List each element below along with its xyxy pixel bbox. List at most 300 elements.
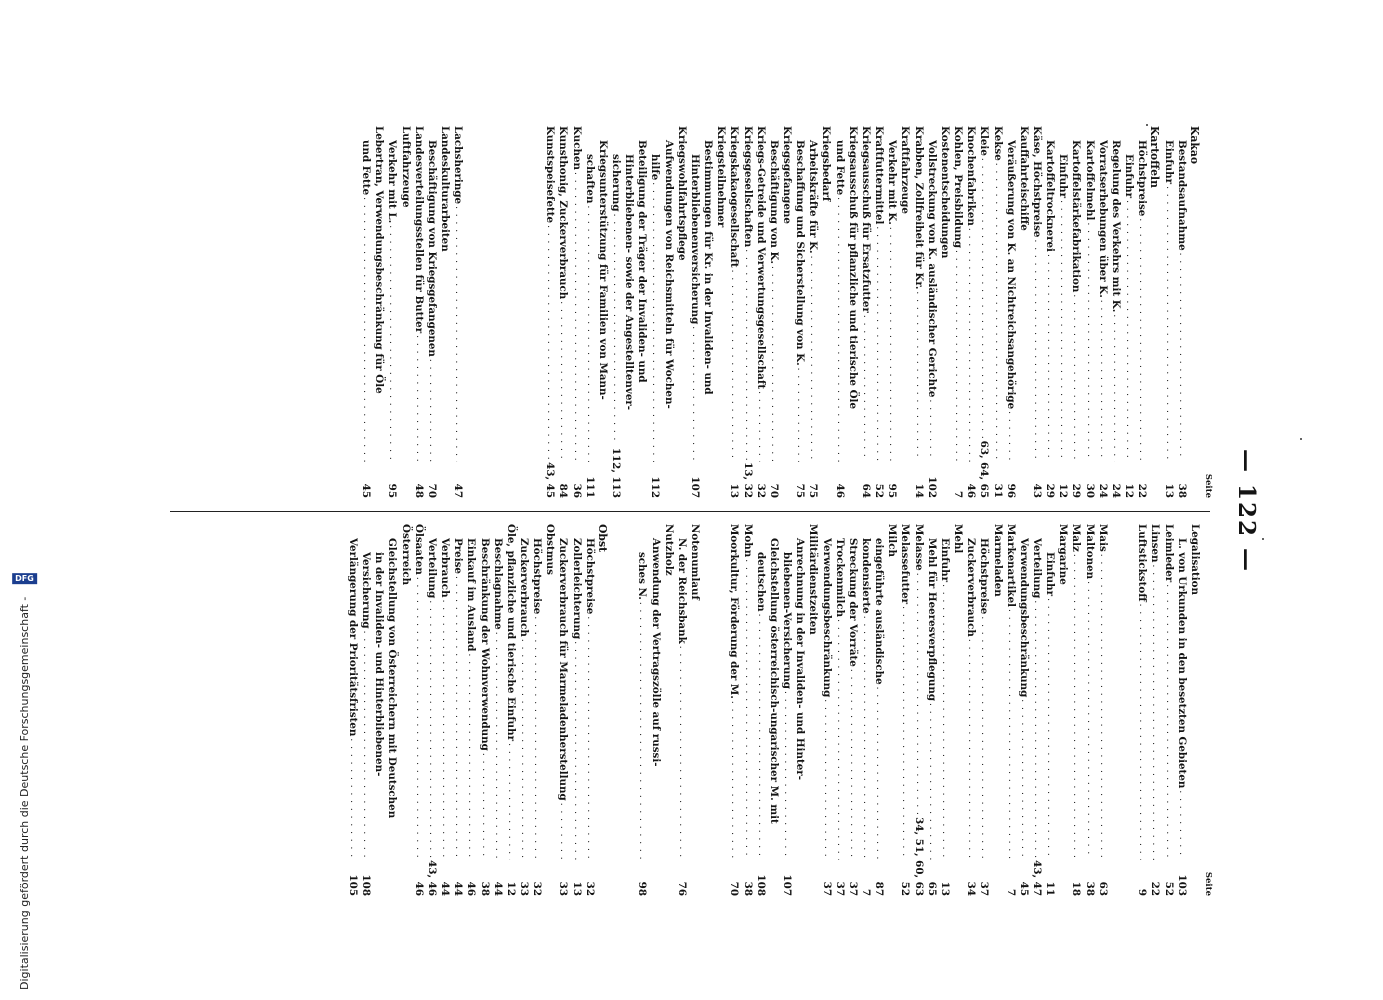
index-entry xyxy=(1161,524,1174,896)
index-page-ref: 105 xyxy=(346,874,359,896)
index-term: Kunsthonig, Zuckerverbrauch xyxy=(557,126,570,300)
dot-leader xyxy=(412,335,425,462)
index-term: bliebenen-Versicherung xyxy=(781,552,794,690)
index-entry xyxy=(951,524,964,896)
index-page-ref: 52 xyxy=(873,483,886,498)
index-term: Kuchen xyxy=(570,126,583,171)
index-entry xyxy=(556,126,569,498)
index-entry xyxy=(504,524,517,896)
index-page-ref: 46 xyxy=(833,483,846,498)
index-entry xyxy=(543,126,556,498)
index-term: Käse, Höchstpreise xyxy=(1030,126,1043,238)
index-spacer xyxy=(701,524,714,896)
index-page-ref: 111 xyxy=(583,476,596,498)
dot-leader xyxy=(833,619,846,860)
index-term: Verwendungsbeschränkung xyxy=(820,538,833,698)
index-term: Einfuhr xyxy=(1162,140,1175,185)
index-page-ref: 43, 47 xyxy=(1031,860,1044,896)
dot-leader xyxy=(859,616,872,860)
index-page-ref: 32 xyxy=(754,483,767,498)
index-page-ref: 65 xyxy=(925,881,938,896)
index-page-ref: 31 xyxy=(991,483,1004,498)
dot-leader xyxy=(793,368,806,462)
dot-leader xyxy=(1017,699,1030,860)
index-entry xyxy=(662,524,675,896)
index-page-ref: 44 xyxy=(452,881,465,896)
index-term: Luftfahrzeuge xyxy=(399,126,412,208)
index-spacer xyxy=(1109,524,1122,896)
scan-speck xyxy=(1262,538,1264,540)
index-term: Verlängerung der Prioritätsfristen xyxy=(346,538,359,737)
index-page-ref: 108 xyxy=(754,874,767,896)
index-entry xyxy=(1082,126,1095,498)
index-spacer xyxy=(517,126,530,498)
dot-leader xyxy=(1069,554,1082,860)
index-term: Melasse xyxy=(912,524,925,571)
index-page-ref: 14 xyxy=(912,483,925,498)
index-term: Malz xyxy=(1070,524,1083,552)
index-term: Arbeitskräfte für K. xyxy=(807,140,820,254)
index-term: schaften xyxy=(583,154,596,204)
index-term: Kleie xyxy=(978,126,991,156)
index-page-ref: 107 xyxy=(688,476,701,498)
index-page-ref: 24 xyxy=(1096,483,1109,498)
index-entry xyxy=(925,126,938,498)
dot-leader xyxy=(911,573,924,815)
index-term: und Fette xyxy=(360,140,373,196)
index-column-left xyxy=(158,126,1214,498)
index-entry xyxy=(412,524,425,896)
index-page-ref: 63, 64, 65 xyxy=(978,440,991,498)
index-term: Vorratserhebungen über K. xyxy=(1096,140,1109,298)
index-page-ref: 37 xyxy=(833,881,846,896)
index-term: Regelung des Verkehrs mit K. xyxy=(1109,140,1122,313)
dot-leader xyxy=(740,249,753,460)
index-page-ref: 44 xyxy=(439,881,452,896)
index-term: Kekse xyxy=(991,126,1004,161)
index-page-ref: 103 xyxy=(1175,874,1188,896)
index-term: Verkehr mit L. xyxy=(386,140,399,224)
index-entry xyxy=(346,524,359,896)
index-term: Beschränkung der Wohnverwendung xyxy=(478,538,491,751)
index-entry xyxy=(1109,126,1122,498)
index-page-ref: 9 xyxy=(1136,888,1149,896)
index-entry xyxy=(701,126,714,498)
index-term: Knochenfabriken xyxy=(965,126,978,226)
index-term: Höchstpreise xyxy=(531,538,544,615)
index-entry xyxy=(385,524,398,896)
index-page-ref: 76 xyxy=(675,881,688,896)
seite-label-left: Seite xyxy=(1203,473,1213,498)
dot-leader xyxy=(767,266,780,462)
index-entry xyxy=(1043,126,1056,498)
index-term: Bestandsaufnahme xyxy=(1175,140,1188,251)
dot-leader xyxy=(806,256,819,462)
index-entry xyxy=(648,126,661,498)
index-page-ref: 112 xyxy=(649,476,662,498)
dot-leader xyxy=(425,359,438,462)
index-page-ref: 12 xyxy=(1057,483,1070,498)
index-entry xyxy=(530,524,543,896)
dot-leader xyxy=(359,631,372,860)
index-page-ref: 84 xyxy=(557,483,570,498)
index-entry xyxy=(1175,126,1188,498)
index-page-ref: 38 xyxy=(741,881,754,896)
footer-text: Digitalisierung gefördert durch die Deutsche Forschungsgemeinschaft - xyxy=(18,596,31,990)
index-entry xyxy=(1004,524,1017,896)
scan-speck xyxy=(1300,438,1302,440)
index-term: Kartoffeltrocknerei xyxy=(1044,140,1057,252)
index-entry xyxy=(898,126,911,498)
index-entry xyxy=(806,524,819,896)
index-page-ref: 46 xyxy=(465,881,478,896)
index-term: Landeskulturarbeiten xyxy=(439,126,452,252)
index-term: Zuckerverbrauch xyxy=(965,538,978,637)
index-term: Verwendungsbeschränkung xyxy=(1017,538,1030,698)
index-spacer xyxy=(477,126,490,498)
index-entry xyxy=(793,126,806,498)
index-term: Höchstpreise xyxy=(583,538,596,615)
index-term: Kauffahrteischiffe xyxy=(1017,126,1030,231)
index-spacer xyxy=(464,126,477,498)
index-term: Höchstpreise xyxy=(978,538,991,615)
dot-leader xyxy=(609,214,622,446)
dot-leader xyxy=(859,315,872,462)
index-entry xyxy=(767,126,780,498)
dot-leader xyxy=(583,205,596,462)
index-entry xyxy=(543,524,556,896)
index-term: Einkauf im Ausland xyxy=(465,538,478,652)
dot-leader xyxy=(1148,564,1161,860)
index-term: Maltonen xyxy=(1083,524,1096,580)
index-page-ref: 30 xyxy=(1083,483,1096,498)
index-entry xyxy=(1148,126,1161,498)
index-entry xyxy=(675,126,688,498)
index-entry xyxy=(977,126,990,498)
index-term: Kriegswohlfahrtspflege xyxy=(675,126,688,261)
index-term: Versicherung xyxy=(360,552,373,629)
index-term: Kriegsgefangene xyxy=(781,126,794,224)
index-term: Kriegsgesellschaften xyxy=(741,126,754,248)
index-term: sches N. xyxy=(636,552,649,600)
index-entry xyxy=(569,126,582,498)
index-term: Militärdienstzeiten xyxy=(807,524,820,635)
index-page-ref: 44 xyxy=(491,881,504,896)
index-term: Verteilung xyxy=(425,538,438,599)
index-entry xyxy=(359,524,372,896)
index-term: in der Invaliden- und Hinterbliebenen- xyxy=(373,552,386,777)
dot-leader xyxy=(964,639,977,860)
index-term: Beteiligung der Träger der Invaliden- und xyxy=(636,140,649,383)
index-entry xyxy=(806,126,819,498)
index-term: Melassefutter xyxy=(899,524,912,605)
dot-leader xyxy=(727,270,740,462)
index-term: kondensierte xyxy=(859,538,872,614)
index-entry xyxy=(556,524,569,896)
index-term: Zuckerverbrauch für Marmeladenherstellung xyxy=(557,538,570,801)
index-entry xyxy=(964,126,977,498)
index-term: Linsen xyxy=(1149,524,1162,563)
index-term: N. der Reichsbank xyxy=(675,538,688,644)
index-term: Ölsaaten xyxy=(412,524,425,575)
index-term: Legalisation xyxy=(1188,524,1201,595)
index-term: Hinterbliebenenversicherung xyxy=(688,154,701,325)
index-spacer xyxy=(1122,524,1135,896)
index-column-right xyxy=(158,524,1214,896)
index-term: Mehl xyxy=(952,524,965,554)
dot-leader xyxy=(990,163,1003,462)
dot-leader xyxy=(885,227,898,462)
index-entry xyxy=(832,126,845,498)
index-term: Beschlagnahme xyxy=(491,538,504,630)
index-spacer xyxy=(530,126,543,498)
index-entry xyxy=(648,524,661,896)
index-entry xyxy=(425,524,438,896)
index-term: Einfuhr xyxy=(938,538,951,583)
index-term: Mais xyxy=(1096,524,1109,552)
index-term: Kriegsausschuß für Ersatzfutter xyxy=(859,126,872,313)
dot-leader xyxy=(438,600,451,860)
index-term: Verbrauch xyxy=(439,538,452,598)
index-entry xyxy=(477,524,490,896)
index-page-ref: 12 xyxy=(1123,483,1136,498)
index-term: sicherung xyxy=(609,154,622,212)
dot-leader xyxy=(583,616,596,860)
index-page-ref: 22 xyxy=(1149,881,1162,896)
index-entry xyxy=(754,524,767,896)
index-spacer xyxy=(490,126,503,498)
index-entry xyxy=(859,126,872,498)
index-entry xyxy=(740,126,753,498)
index-entry xyxy=(491,524,504,896)
index-entry xyxy=(740,524,753,896)
index-term: Nutzholz xyxy=(662,524,675,576)
index-page-ref: 96 xyxy=(1004,483,1017,498)
dot-leader xyxy=(688,326,701,462)
index-term: Kriegsteilnehmer xyxy=(715,126,728,228)
dot-leader xyxy=(1004,609,1017,860)
index-entry xyxy=(1069,524,1082,896)
index-page-ref: 29 xyxy=(1070,483,1083,498)
index-term: Leimleder xyxy=(1162,524,1175,583)
index-page-ref: 34 xyxy=(965,881,978,896)
dot-leader xyxy=(977,616,990,860)
index-entry xyxy=(911,524,924,896)
index-page-ref: 70 xyxy=(425,483,438,498)
dot-leader xyxy=(1175,253,1188,462)
index-entry xyxy=(1082,524,1095,896)
index-page-ref: 47 xyxy=(452,483,465,498)
index-entry xyxy=(596,126,609,498)
dot-leader xyxy=(754,391,767,462)
index-term: Einfuhr xyxy=(1123,154,1136,199)
dot-leader xyxy=(556,301,569,462)
index-entry xyxy=(885,126,898,498)
index-page-ref: 75 xyxy=(794,483,807,498)
index-term: Anrechnung in der Invaliden- und Hinter- xyxy=(794,538,807,780)
index-term: Kriegskakaogesellschaft xyxy=(728,126,741,268)
index-entry xyxy=(596,524,609,896)
dot-leader xyxy=(635,602,648,860)
dot-leader xyxy=(1175,790,1188,860)
index-term: Öle, pflanzliche und tierische Einfuhr xyxy=(504,524,517,742)
dot-leader xyxy=(964,228,977,462)
index-entry xyxy=(1017,126,1030,498)
dot-leader xyxy=(925,399,938,462)
dot-leader xyxy=(569,172,582,462)
index-term: Krabben, Zollfreiheit für Kr. xyxy=(912,126,925,290)
index-entry xyxy=(938,126,951,498)
index-page-ref: 18 xyxy=(1070,881,1083,896)
index-term: Lebertran, Verwendungsbeschränkung für Öle xyxy=(373,126,386,394)
index-entry xyxy=(438,126,451,498)
index-term: Obstmus xyxy=(544,524,557,575)
index-entry xyxy=(846,524,859,896)
dot-leader xyxy=(648,182,661,462)
index-term: eingeführte ausländische xyxy=(873,538,886,685)
index-entry xyxy=(1056,524,1069,896)
dot-leader xyxy=(727,701,740,860)
index-spacer xyxy=(714,524,727,896)
index-entry xyxy=(1056,126,1069,498)
dot-leader xyxy=(1056,200,1069,462)
dot-leader xyxy=(1069,294,1082,462)
dot-leader xyxy=(1135,604,1148,860)
index-page-ref: 13 xyxy=(728,483,741,498)
index-page-ref: 13 xyxy=(570,881,583,896)
index-page-ref: 95 xyxy=(886,483,899,498)
dot-leader xyxy=(477,753,490,860)
index-spacer xyxy=(609,524,622,896)
index-entry xyxy=(780,126,793,498)
index-term: Aufwendungen von Reichsmitteln für Wochen- xyxy=(662,140,675,409)
index-page-ref: 52 xyxy=(1162,881,1175,896)
dot-leader xyxy=(819,699,832,860)
dot-leader xyxy=(1096,554,1109,860)
index-term: hilfe xyxy=(649,154,662,181)
index-term: Kartoffelstärkefabrikation xyxy=(1070,140,1083,293)
dot-leader xyxy=(780,691,793,860)
index-term: Landesverteilungsstellen für Butter xyxy=(412,126,425,334)
index-page-ref: 11 xyxy=(1044,881,1057,896)
index-entry xyxy=(1030,126,1043,498)
index-page-ref: 87 xyxy=(873,881,886,896)
index-entry xyxy=(727,524,740,896)
index-entry xyxy=(661,126,674,498)
page-number: — 122 — xyxy=(1233,448,1261,574)
index-page-ref: 22 xyxy=(1136,483,1149,498)
index-entry xyxy=(911,126,924,498)
dot-leader xyxy=(1043,254,1056,462)
dot-leader xyxy=(491,632,504,860)
index-page-ref: 38 xyxy=(478,881,491,896)
index-term: Beschaffung und Sicherstellung von K. xyxy=(794,140,807,366)
index-page-ref: 38 xyxy=(1175,483,1188,498)
index-entry xyxy=(583,524,596,896)
dot-leader xyxy=(872,687,885,860)
index-page-ref: 7 xyxy=(859,888,872,896)
index-term: Preise xyxy=(452,538,465,574)
index-term: Kriegsausschuß für pflanzliche und tierische Öle xyxy=(846,126,859,410)
index-entry xyxy=(1175,524,1188,896)
index-entry xyxy=(951,126,964,498)
index-term: Beschäftigung von K. xyxy=(767,140,780,264)
dot-leader xyxy=(675,646,688,860)
index-page-ref: 45 xyxy=(360,483,373,498)
dot-leader xyxy=(1082,581,1095,860)
index-page xyxy=(150,126,1270,896)
dot-leader xyxy=(1122,200,1135,462)
dot-leader xyxy=(740,559,753,860)
index-entry xyxy=(1135,524,1148,896)
index-term: Trockenmilch xyxy=(833,538,846,618)
index-entry xyxy=(1188,524,1201,896)
index-entry xyxy=(1161,126,1174,498)
dot-leader xyxy=(754,614,767,860)
index-term: und Fette xyxy=(833,140,846,196)
index-term: deutschen xyxy=(754,552,767,612)
index-entry xyxy=(754,126,767,498)
index-page-ref: 12 xyxy=(504,881,517,896)
index-entry xyxy=(833,524,846,896)
dot-leader xyxy=(1161,186,1174,462)
index-term: Veräußerung von K. an Nichtreichsangehörige xyxy=(1004,140,1017,410)
index-entry xyxy=(583,126,596,498)
index-entry xyxy=(990,126,1003,498)
index-page-ref: 63 xyxy=(1096,881,1109,896)
dot-leader xyxy=(938,584,951,860)
dot-leader xyxy=(385,225,398,462)
index-page-ref: 70 xyxy=(767,483,780,498)
index-entry xyxy=(780,524,793,896)
index-page-ref: 34, 51, 60, 63 xyxy=(912,817,925,896)
index-term: Kostenentscheidungen xyxy=(938,126,951,259)
index-entry xyxy=(635,126,648,498)
index-page-ref: 24 xyxy=(1109,483,1122,498)
index-entry xyxy=(688,524,701,896)
index-entry xyxy=(451,126,464,498)
index-entry xyxy=(372,524,385,896)
index-term: Marmeladen xyxy=(991,524,1004,597)
index-entry xyxy=(635,524,648,896)
index-term: Mohn xyxy=(741,524,754,558)
index-page-ref: 70 xyxy=(728,881,741,896)
index-entry xyxy=(727,126,740,498)
index-page-ref: 48 xyxy=(412,483,425,498)
dot-leader xyxy=(898,606,911,860)
index-entry xyxy=(885,524,898,896)
index-spacer xyxy=(622,524,635,896)
dot-leader xyxy=(425,600,438,858)
index-page-ref: 32 xyxy=(583,881,596,896)
index-page-ref: 29 xyxy=(1044,483,1057,498)
index-entry xyxy=(359,126,372,498)
index-entry xyxy=(872,524,885,896)
dot-leader xyxy=(464,654,477,861)
index-term: Einfuhr xyxy=(1057,154,1070,199)
index-term: Kartoffeln xyxy=(1148,126,1162,188)
index-entry xyxy=(412,126,425,498)
dot-leader xyxy=(1043,598,1056,860)
index-page-ref: 98 xyxy=(636,881,649,896)
index-page-ref: 64 xyxy=(859,483,872,498)
index-page-ref: 45 xyxy=(1017,881,1030,896)
index-term: Luftstickstoff xyxy=(1136,524,1149,602)
index-entry xyxy=(622,126,635,498)
index-entry xyxy=(1096,524,1109,896)
index-entry xyxy=(675,524,688,896)
index-term: Beschäftigung von Kriegsgefangenen xyxy=(425,140,438,357)
